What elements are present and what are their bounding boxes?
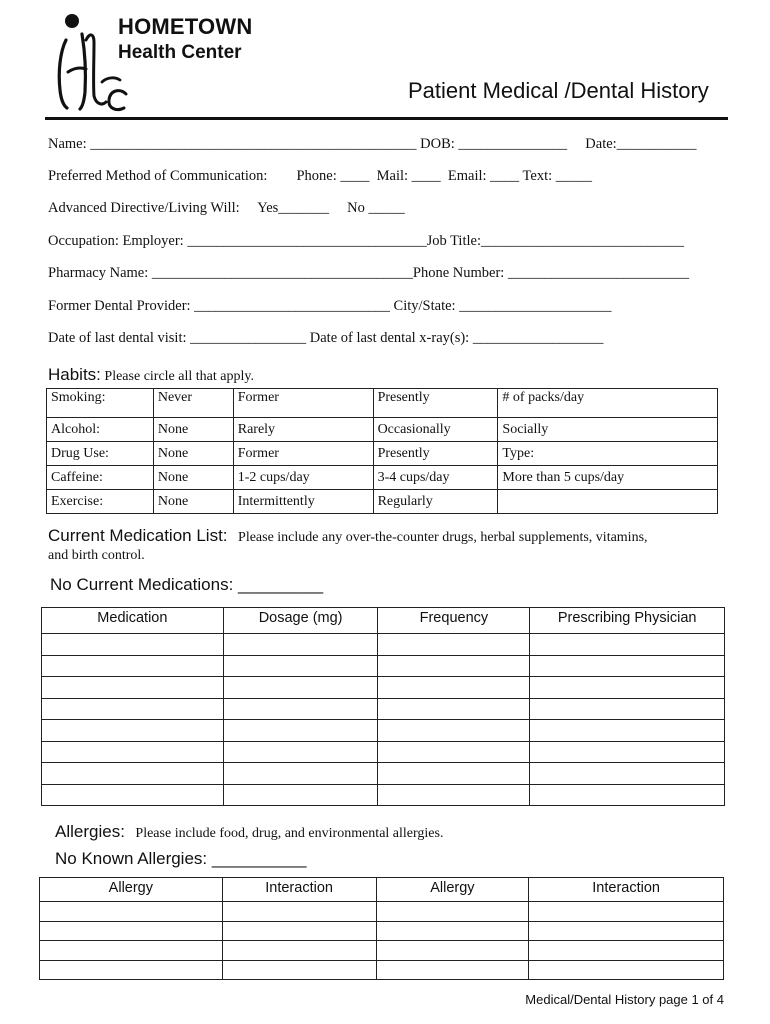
table-cell[interactable] xyxy=(376,902,529,922)
table-row xyxy=(40,921,724,941)
table-cell[interactable] xyxy=(222,902,376,922)
last-dental-visit-field[interactable]: Date of last dental visit: ________________ Date of last dental x-ray(s): __________________ xyxy=(48,330,604,346)
table-cell[interactable] xyxy=(378,720,530,742)
table-cell[interactable] xyxy=(530,634,725,656)
table-cell[interactable] xyxy=(529,960,724,980)
table-cell[interactable] xyxy=(378,763,530,785)
habit-label: Alcohol: xyxy=(47,418,154,442)
table-cell[interactable] xyxy=(378,698,530,720)
table-cell[interactable] xyxy=(530,763,725,785)
table-row xyxy=(42,763,725,785)
advanced-directive-field[interactable]: Advanced Directive/Living Will: Yes_______ No _____ xyxy=(48,200,405,216)
table-cell[interactable] xyxy=(378,634,530,656)
column-header-interaction: Interaction xyxy=(529,878,724,902)
column-header-allergy: Allergy xyxy=(40,878,223,902)
table-cell[interactable] xyxy=(530,655,725,677)
habit-option[interactable]: Type: xyxy=(498,442,718,466)
table-cell[interactable] xyxy=(530,720,725,742)
table-row xyxy=(47,418,718,442)
habit-option[interactable]: More than 5 cups/day xyxy=(498,466,718,490)
table-cell[interactable] xyxy=(376,960,529,980)
org-name: HOMETOWN xyxy=(118,14,253,39)
table-cell[interactable] xyxy=(40,921,223,941)
table-cell[interactable] xyxy=(40,941,223,961)
table-cell[interactable] xyxy=(42,763,224,785)
habit-option[interactable]: 1-2 cups/day xyxy=(233,466,373,490)
table-row xyxy=(40,960,724,980)
column-header-allergy: Allergy xyxy=(376,878,529,902)
table-cell[interactable] xyxy=(223,784,378,806)
column-header-medication: Medication xyxy=(42,608,224,634)
table-row xyxy=(42,720,725,742)
habit-option[interactable]: None xyxy=(153,466,233,490)
table-cell[interactable] xyxy=(222,960,376,980)
table-cell[interactable] xyxy=(42,698,224,720)
table-cell[interactable] xyxy=(223,698,378,720)
table-cell[interactable] xyxy=(40,902,223,922)
habit-option[interactable]: Presently xyxy=(373,442,498,466)
habit-label: Exercise: xyxy=(47,490,154,514)
table-cell[interactable] xyxy=(376,941,529,961)
table-cell[interactable] xyxy=(222,921,376,941)
table-cell[interactable] xyxy=(530,677,725,699)
table-row xyxy=(42,634,725,656)
table-cell[interactable] xyxy=(223,763,378,785)
table-cell[interactable] xyxy=(222,941,376,961)
page-footer: Medical/Dental History page 1 of 4 xyxy=(525,992,724,1007)
table-cell[interactable] xyxy=(223,741,378,763)
column-header-interaction: Interaction xyxy=(222,878,376,902)
table-cell[interactable] xyxy=(530,741,725,763)
table-row xyxy=(40,941,724,961)
habit-option[interactable]: Former xyxy=(233,389,373,418)
table-cell[interactable] xyxy=(529,921,724,941)
org-subtitle: Health Center xyxy=(118,42,242,63)
habit-option[interactable]: None xyxy=(153,442,233,466)
communication-method-field[interactable]: Preferred Method of Communication: Phone: ____ Mail: ____ Email: ____ Text: _____ xyxy=(48,168,593,184)
table-cell[interactable] xyxy=(42,784,224,806)
table-header-row xyxy=(40,878,724,902)
table-cell[interactable] xyxy=(378,741,530,763)
table-row xyxy=(47,442,718,466)
name-dob-date-field[interactable]: Name: _____________________________________________ DOB: _______________ Date:___________ xyxy=(48,136,697,152)
column-header-dosage: Dosage (mg) xyxy=(223,608,378,634)
allergies-note: Please include food, drug, and environmental allergies. xyxy=(124,826,444,841)
habit-option[interactable]: Intermittently xyxy=(233,490,373,514)
habits-heading: Habits: Please circle all that apply. xyxy=(48,365,254,384)
table-row xyxy=(42,677,725,699)
table-cell[interactable] xyxy=(529,902,724,922)
allergy-table xyxy=(39,877,724,980)
table-row xyxy=(47,490,718,514)
habit-option[interactable]: Never xyxy=(153,389,233,418)
column-header-frequency: Frequency xyxy=(378,608,530,634)
table-row xyxy=(40,902,724,922)
habit-option[interactable]: Former xyxy=(233,442,373,466)
habit-option[interactable]: None xyxy=(153,490,233,514)
habit-option[interactable]: # of packs/day xyxy=(498,389,718,418)
habit-option[interactable]: Occasionally xyxy=(373,418,498,442)
table-cell[interactable] xyxy=(530,698,725,720)
medication-list-note: Please include any over-the-counter drugs, herbal supplements, vitamins, xyxy=(227,530,648,545)
table-cell[interactable] xyxy=(223,720,378,742)
table-row xyxy=(42,698,725,720)
habit-option[interactable] xyxy=(498,490,718,514)
table-row xyxy=(47,466,718,490)
column-header-prescribing-physician: Prescribing Physician xyxy=(530,608,725,634)
table-row xyxy=(42,741,725,763)
title-rule xyxy=(45,117,728,120)
document-title: Patient Medical /Dental History xyxy=(408,78,709,103)
medication-list-note-continued: and birth control. xyxy=(48,548,145,563)
table-cell[interactable] xyxy=(376,921,529,941)
table-cell[interactable] xyxy=(529,941,724,961)
habit-label: Smoking: xyxy=(47,389,154,418)
table-header-row xyxy=(42,608,725,634)
habit-option[interactable]: None xyxy=(153,418,233,442)
habit-option[interactable]: Rarely xyxy=(233,418,373,442)
medication-list-heading: Current Medication List: Please include any over-the-counter drugs, herbal supplements, vitamins, xyxy=(48,526,648,545)
no-known-allergies-field[interactable]: No Known Allergies: __________ xyxy=(55,849,307,868)
habit-option[interactable]: 3-4 cups/day xyxy=(373,466,498,490)
habit-option[interactable]: Socially xyxy=(498,418,718,442)
habits-note: Please circle all that apply. xyxy=(100,369,254,384)
table-cell[interactable] xyxy=(42,634,224,656)
table-cell[interactable] xyxy=(223,655,378,677)
table-cell[interactable] xyxy=(378,655,530,677)
table-cell[interactable] xyxy=(530,784,725,806)
habit-label: Drug Use: xyxy=(47,442,154,466)
table-cell[interactable] xyxy=(223,677,378,699)
table-cell[interactable] xyxy=(42,720,224,742)
table-cell[interactable] xyxy=(223,634,378,656)
table-cell[interactable] xyxy=(42,741,224,763)
table-cell[interactable] xyxy=(42,655,224,677)
no-current-medications-field[interactable]: No Current Medications: _________ xyxy=(50,575,324,594)
allergies-heading: Allergies: Please include food, drug, and environmental allergies. xyxy=(55,822,444,841)
occupation-field[interactable]: Occupation: Employer: _________________________________Job Title:____________________________ xyxy=(48,233,684,249)
medication-table xyxy=(41,607,725,806)
habit-option[interactable]: Regularly xyxy=(373,490,498,514)
former-dental-provider-field[interactable]: Former Dental Provider: ___________________________ City/State: _____________________ xyxy=(48,298,612,314)
pharmacy-field[interactable]: Pharmacy Name: ____________________________________Phone Number: _________________________ xyxy=(48,265,690,281)
table-row xyxy=(42,655,725,677)
table-cell[interactable] xyxy=(42,677,224,699)
habit-option[interactable]: Presently xyxy=(373,389,498,418)
table-row xyxy=(42,784,725,806)
table-cell[interactable] xyxy=(40,960,223,980)
table-cell[interactable] xyxy=(378,784,530,806)
table-cell[interactable] xyxy=(378,677,530,699)
habits-table xyxy=(46,388,718,514)
table-row xyxy=(47,389,718,418)
habit-label: Caffeine: xyxy=(47,466,154,490)
